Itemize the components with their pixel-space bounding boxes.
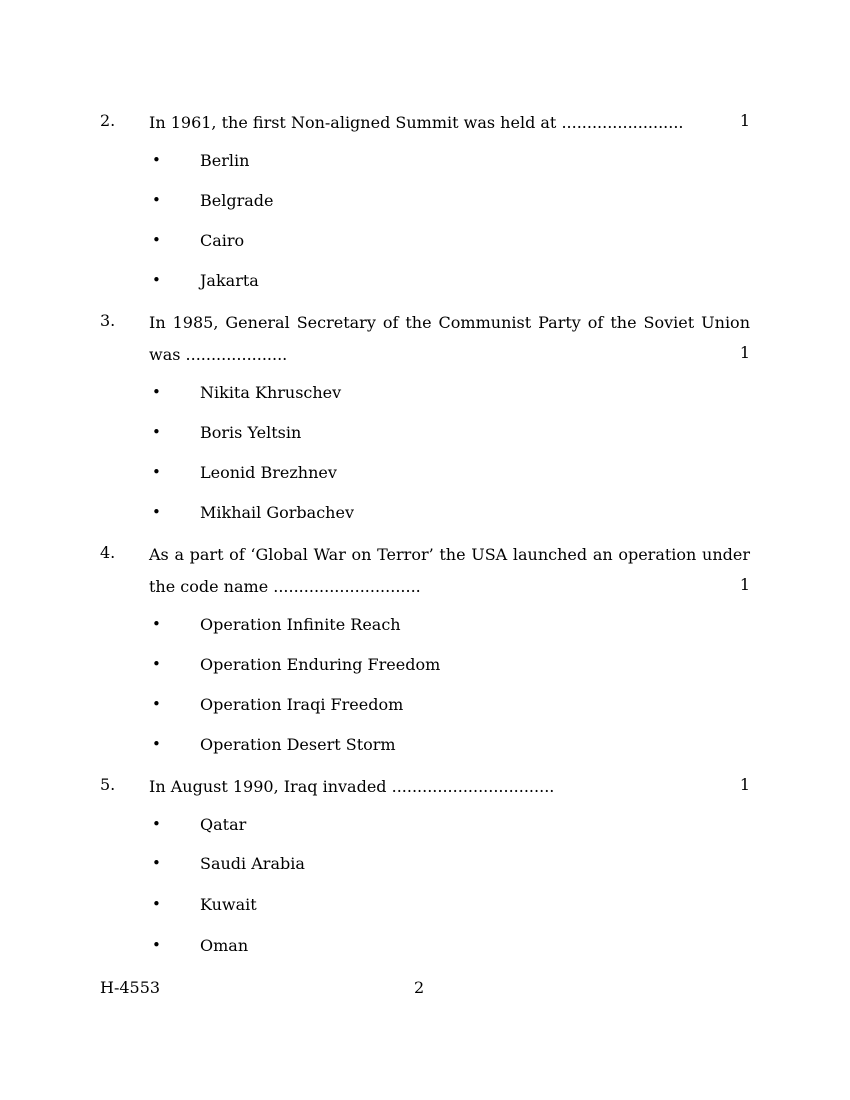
option-text: Operation Enduring Freedom bbox=[200, 655, 441, 674]
bullet-icon: • bbox=[152, 423, 161, 441]
bullet-icon: • bbox=[152, 655, 161, 673]
paper-code: H-4553 bbox=[100, 978, 161, 997]
question-4 bbox=[100, 543, 750, 599]
option-text: Belgrade bbox=[200, 191, 274, 210]
bullet-icon: • bbox=[152, 615, 161, 633]
question-number: 2. bbox=[100, 111, 116, 130]
question-text bbox=[149, 107, 750, 139]
bullet-icon: • bbox=[152, 695, 161, 713]
bullet-icon: • bbox=[152, 151, 161, 169]
option-text: Mikhail Gorbachev bbox=[200, 503, 354, 522]
bullet-icon: • bbox=[152, 503, 161, 521]
bullet-icon: • bbox=[152, 463, 161, 481]
bullet-icon: • bbox=[152, 895, 161, 913]
question-marks: 1 bbox=[739, 343, 750, 362]
option-text: Nikita Khruschev bbox=[200, 383, 342, 402]
option-text: Operation Infinite Reach bbox=[200, 615, 401, 634]
option-text: Cairo bbox=[200, 231, 245, 250]
question-marks: 1 bbox=[739, 111, 750, 130]
question-text-line: the code name ............................. bbox=[149, 577, 421, 596]
bullet-icon: • bbox=[152, 271, 161, 289]
question-marks: 1 bbox=[739, 775, 750, 794]
option-text: Operation Iraqi Freedom bbox=[200, 695, 404, 714]
question-text-line: In August 1990, Iraq invaded ................................ bbox=[149, 777, 555, 796]
bullet-icon: • bbox=[152, 854, 161, 872]
question-number: 5. bbox=[100, 775, 116, 794]
question-text-line: In 1985, General Secretary of the Communist Party of the Soviet Union bbox=[149, 313, 750, 332]
option-text: Leonid Brezhnev bbox=[200, 463, 337, 482]
bullet-icon: • bbox=[152, 815, 161, 833]
question-text-line: was .................... bbox=[149, 345, 288, 364]
option-text: Qatar bbox=[200, 815, 247, 834]
question-5 bbox=[100, 775, 750, 799]
option-text: Jakarta bbox=[200, 271, 259, 290]
question-marks: 1 bbox=[739, 575, 750, 594]
option-text: Oman bbox=[200, 936, 249, 955]
bullet-icon: • bbox=[152, 936, 161, 954]
option-text: Operation Desert Storm bbox=[200, 735, 396, 754]
option-text: Kuwait bbox=[200, 895, 257, 914]
option-text: Saudi Arabia bbox=[200, 854, 305, 873]
question-2 bbox=[100, 111, 750, 135]
question-text bbox=[149, 771, 750, 803]
question-number: 3. bbox=[100, 311, 116, 330]
question-text-line: In 1961, the first Non-aligned Summit was held at ........................ bbox=[149, 113, 684, 132]
question-3 bbox=[100, 311, 750, 367]
question-text bbox=[149, 307, 750, 371]
question-number: 4. bbox=[100, 543, 116, 562]
bullet-icon: • bbox=[152, 191, 161, 209]
question-text bbox=[149, 539, 750, 603]
option-text: Berlin bbox=[200, 151, 250, 170]
bullet-icon: • bbox=[152, 231, 161, 249]
page-number: 2 bbox=[414, 978, 425, 997]
option-text: Boris Yeltsin bbox=[200, 423, 302, 442]
bullet-icon: • bbox=[152, 383, 161, 401]
bullet-icon: • bbox=[152, 735, 161, 753]
question-text-line: As a part of ‘Global War on Terror’ the USA launched an operation under bbox=[149, 545, 750, 564]
